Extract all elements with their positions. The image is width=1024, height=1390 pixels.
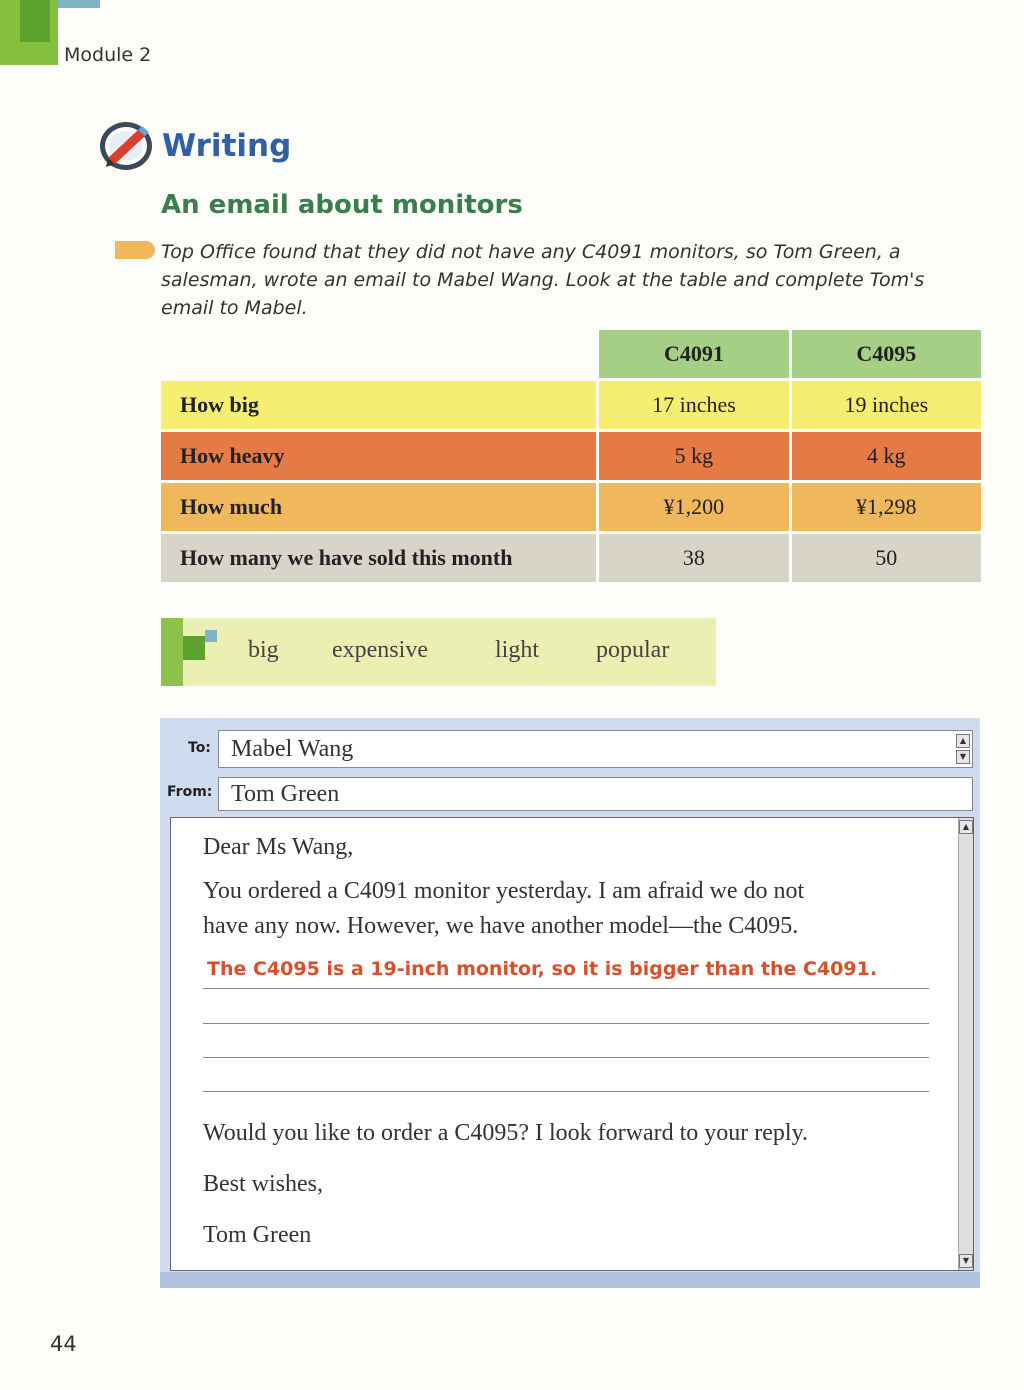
from-label: From: [167, 784, 213, 800]
email-greeting: Dear Ms Wang, [203, 834, 354, 860]
word-bank-item: light [495, 637, 540, 663]
instruction-marker [115, 241, 155, 259]
table-cell: 50 [790, 533, 981, 583]
table-header-row [161, 330, 981, 380]
answer-line[interactable] [203, 1091, 929, 1092]
row-label: How many we have sold this month [161, 533, 598, 583]
email-closing-question: Would you like to order a C4095? I look forward to your reply. [203, 1120, 809, 1146]
page-number: 44 [50, 1332, 77, 1356]
example-answer: The C4095 is a 19-inch monitor, so it is bigger than the C4091. [207, 958, 878, 980]
table-cell: 19 inches [790, 380, 981, 431]
word-bank [161, 618, 716, 686]
email-body-scrollbar[interactable] [958, 818, 973, 1270]
answer-line [203, 988, 929, 989]
column-header: C4091 [598, 330, 790, 380]
to-field[interactable] [218, 730, 973, 768]
table-cell: 17 inches [598, 380, 790, 431]
table-cell: 4 kg [790, 431, 981, 482]
table-cell: ¥1,298 [790, 482, 981, 533]
word-bank-accent [161, 618, 183, 686]
to-label: To: [188, 740, 211, 756]
scroll-up-icon[interactable]: ▲ [956, 734, 970, 748]
word-bank-accent-dark [183, 636, 205, 660]
email-paragraph-line: You ordered a C4091 monitor yesterday. I am afraid we do not [203, 878, 805, 904]
to-value: Mabel Wang [231, 736, 354, 762]
instructions-text: Top Office found that they did not have any C4091 monitors, so Tom Green, a salesman, wrote an email to Mabel Wang. Look at the table and complete Tom's email to Mabel. [161, 241, 925, 319]
word-bank-item: big [248, 637, 279, 663]
email-window [160, 718, 980, 1288]
module-label: Module 2 [64, 44, 152, 66]
word-bank-item: popular [596, 637, 670, 663]
monitor-comparison-table [161, 330, 981, 582]
module-corner-accent [58, 0, 100, 8]
answer-line[interactable] [203, 1057, 929, 1058]
word-bank-item: expensive [332, 637, 428, 663]
table-corner-cell [161, 330, 598, 380]
from-field[interactable] [218, 777, 973, 811]
email-sign-off: Best wishes, [203, 1171, 323, 1197]
table-cell: 38 [598, 533, 790, 583]
table-row [161, 533, 981, 583]
scroll-down-icon[interactable]: ▼ [959, 1254, 973, 1268]
column-header: C4095 [790, 330, 981, 380]
table-row [161, 482, 981, 533]
answer-line[interactable] [203, 1023, 929, 1024]
module-corner-block-dark [20, 0, 50, 42]
word-bank-accent-teal [205, 630, 217, 642]
email-paragraph-line: have any now. However, we have another model—the C4095. [203, 913, 799, 939]
email-body[interactable] [170, 817, 974, 1271]
table-cell: 5 kg [598, 431, 790, 482]
scroll-down-icon[interactable]: ▼ [956, 750, 970, 764]
section-title: Writing [162, 128, 292, 164]
table-row [161, 380, 981, 431]
email-window-bottom-bar [160, 1272, 980, 1288]
row-label: How big [161, 380, 598, 431]
table-cell: ¥1,200 [598, 482, 790, 533]
row-label: How much [161, 482, 598, 533]
row-label: How heavy [161, 431, 598, 482]
section-heading: An email about monitors [161, 190, 523, 220]
email-signature: Tom Green [203, 1222, 312, 1248]
table-row [161, 431, 981, 482]
scroll-up-icon[interactable]: ▲ [959, 820, 973, 834]
from-value: Tom Green [231, 781, 340, 807]
writing-pen-icon [98, 118, 156, 172]
